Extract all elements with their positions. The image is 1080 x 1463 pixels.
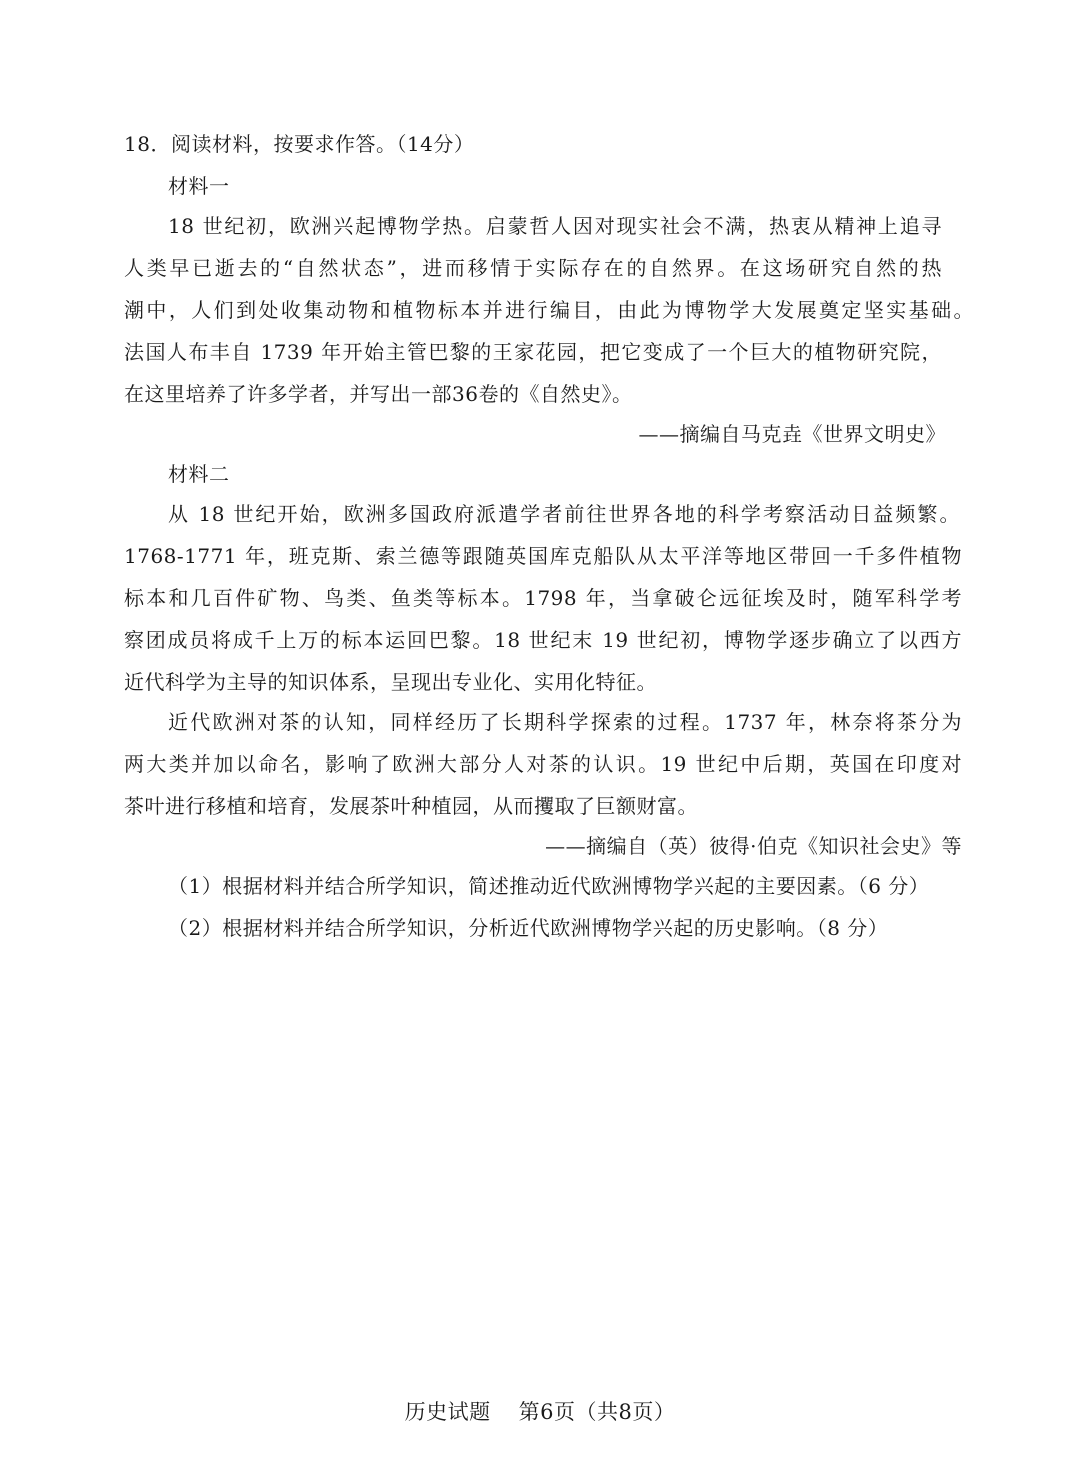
material-two-label: 材料二: [168, 462, 230, 486]
material-two-line: 两大类并加以命名，影响了欧洲大部分人对茶的认识。19 世纪中后期，英国在印度对: [124, 752, 962, 776]
material-two-line: 1768-1771 年，班克斯、索兰德等跟随英国库克船队从太平洋等地区带回一千多件植物: [124, 544, 962, 568]
material-one-line: 18 世纪初，欧洲兴起博物学热。启蒙哲人因对现实社会不满，热衷从精神上追寻: [168, 214, 942, 238]
material-two-line: 近代欧洲对茶的认知，同样经历了长期科学探索的过程。1737 年，林奈将茶分为: [168, 710, 962, 734]
sub-question-2: （2）根据材料并结合所学知识，分析近代欧洲博物学兴起的历史影响。（8 分）: [168, 916, 889, 940]
material-one-line: 在这里培养了许多学者，并写出一部36卷的《自然史》。: [124, 382, 633, 406]
material-two-line: 标本和几百件矿物、鸟类、鱼类等标本。1798 年，当拿破仑远征埃及时，随军科学考: [124, 586, 962, 610]
material-one-line: 人类早已逝去的“自然状态”，进而移情于实际存在的自然界。在这场研究自然的热: [124, 256, 942, 280]
material-two-source: ——摘编自（英）彼得·伯克《知识社会史》等: [545, 834, 962, 858]
material-two-line: 从 18 世纪开始，欧洲多国政府派遣学者前往世界各地的科学考察活动日益频繁。: [168, 502, 960, 526]
footer-subject: 历史试题: [404, 1400, 491, 1424]
material-two-line: 察团成员将成千上万的标本运回巴黎。18 世纪末 19 世纪初，博物学逐步确立了以西方: [124, 628, 962, 652]
sub-question-1: （1）根据材料并结合所学知识，简述推动近代欧洲博物学兴起的主要因素。（6 分）: [168, 874, 930, 898]
material-one-label: 材料一: [168, 174, 230, 198]
material-one-source: ——摘编自马克垚《世界文明史》: [638, 422, 946, 446]
material-one-line: 法国人布丰自 1739 年开始主管巴黎的王家花园，把它变成了一个巨大的植物研究院，: [124, 340, 942, 364]
material-two-line: 近代科学为主导的知识体系，呈现出专业化、实用化特征。: [124, 670, 657, 694]
material-one-line: 潮中，人们到处收集动物和植物标本并进行编目，由此为博物学大发展奠定坚实基础。: [124, 298, 974, 322]
question-title: 18．阅读材料，按要求作答。（14分）: [124, 132, 475, 156]
page-footer: [0, 1398, 1080, 1426]
footer-page-number: 第6页（共8页）: [518, 1400, 676, 1424]
material-two-line: 茶叶进行移植和培育，发展茶叶种植园，从而攫取了巨额财富。: [124, 794, 698, 818]
